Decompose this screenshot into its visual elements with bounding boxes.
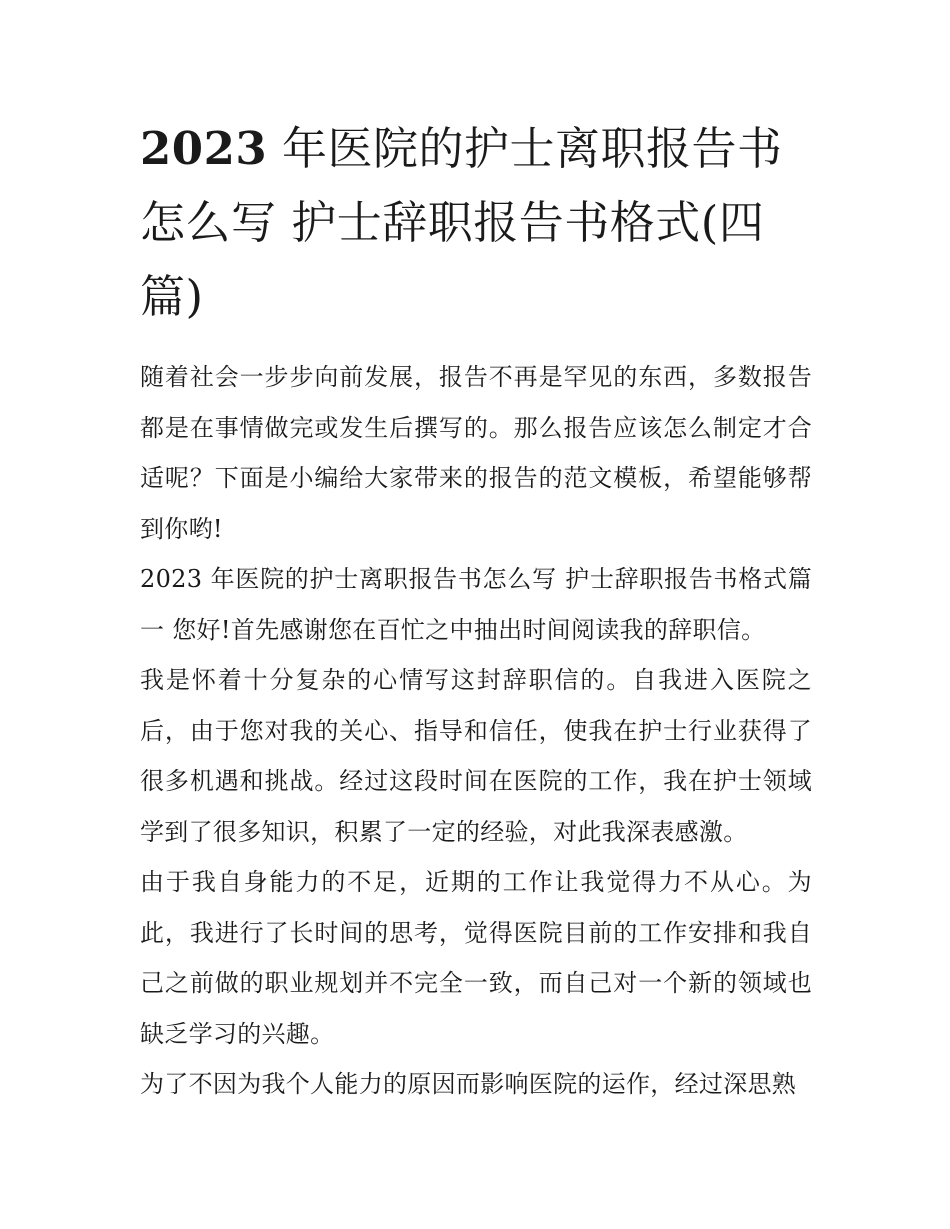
document-page <box>140 112 812 1110</box>
paragraph-intro: 随着社会一步步向前发展，报告不再是罕见的东西，多数报告都是在事情做完或发生后撰写的。那么报告应该怎么制定才合适呢？下面是小编给大家带来的报告的范文模板，希望能够帮到你哟! <box>140 363 812 543</box>
document-title <box>140 112 812 334</box>
title-year: 2023 <box>140 122 268 175</box>
paragraph-reason: 由于我自身能力的不足，近期的工作让我觉得力不从心。为此，我进行了长时间的思考，觉得医院目前的工作安排和我自己之前做的职业规划并不完全一致，而自己对一个新的领域也缺乏学习的兴趣。 <box>140 868 812 1048</box>
document-body <box>140 352 812 1110</box>
paragraph-decision: 为了不因为我个人能力的原因而影响医院的运作，经过深思熟 <box>140 1070 797 1098</box>
title-text: 年医院的护士离职报告书怎么写 护士辞职报告书格式(四篇) <box>140 122 783 323</box>
paragraph-gratitude: 我是怀着十分复杂的心情写这封辞职信的。自我进入医院之后，由于您对我的关心、指导和信任，使我在护士行业获得了很多机遇和挑战。经过这段时间在医院的工作，我在护士领域学到了很多知识，积累了一定的经验，对此我深表感激。 <box>140 666 812 846</box>
paragraph-section-heading: 2023 年医院的护士离职报告书怎么写 护士辞职报告书格式篇一 您好!首先感谢您在百忙之中抽出时间阅读我的辞职信。 <box>140 565 812 644</box>
